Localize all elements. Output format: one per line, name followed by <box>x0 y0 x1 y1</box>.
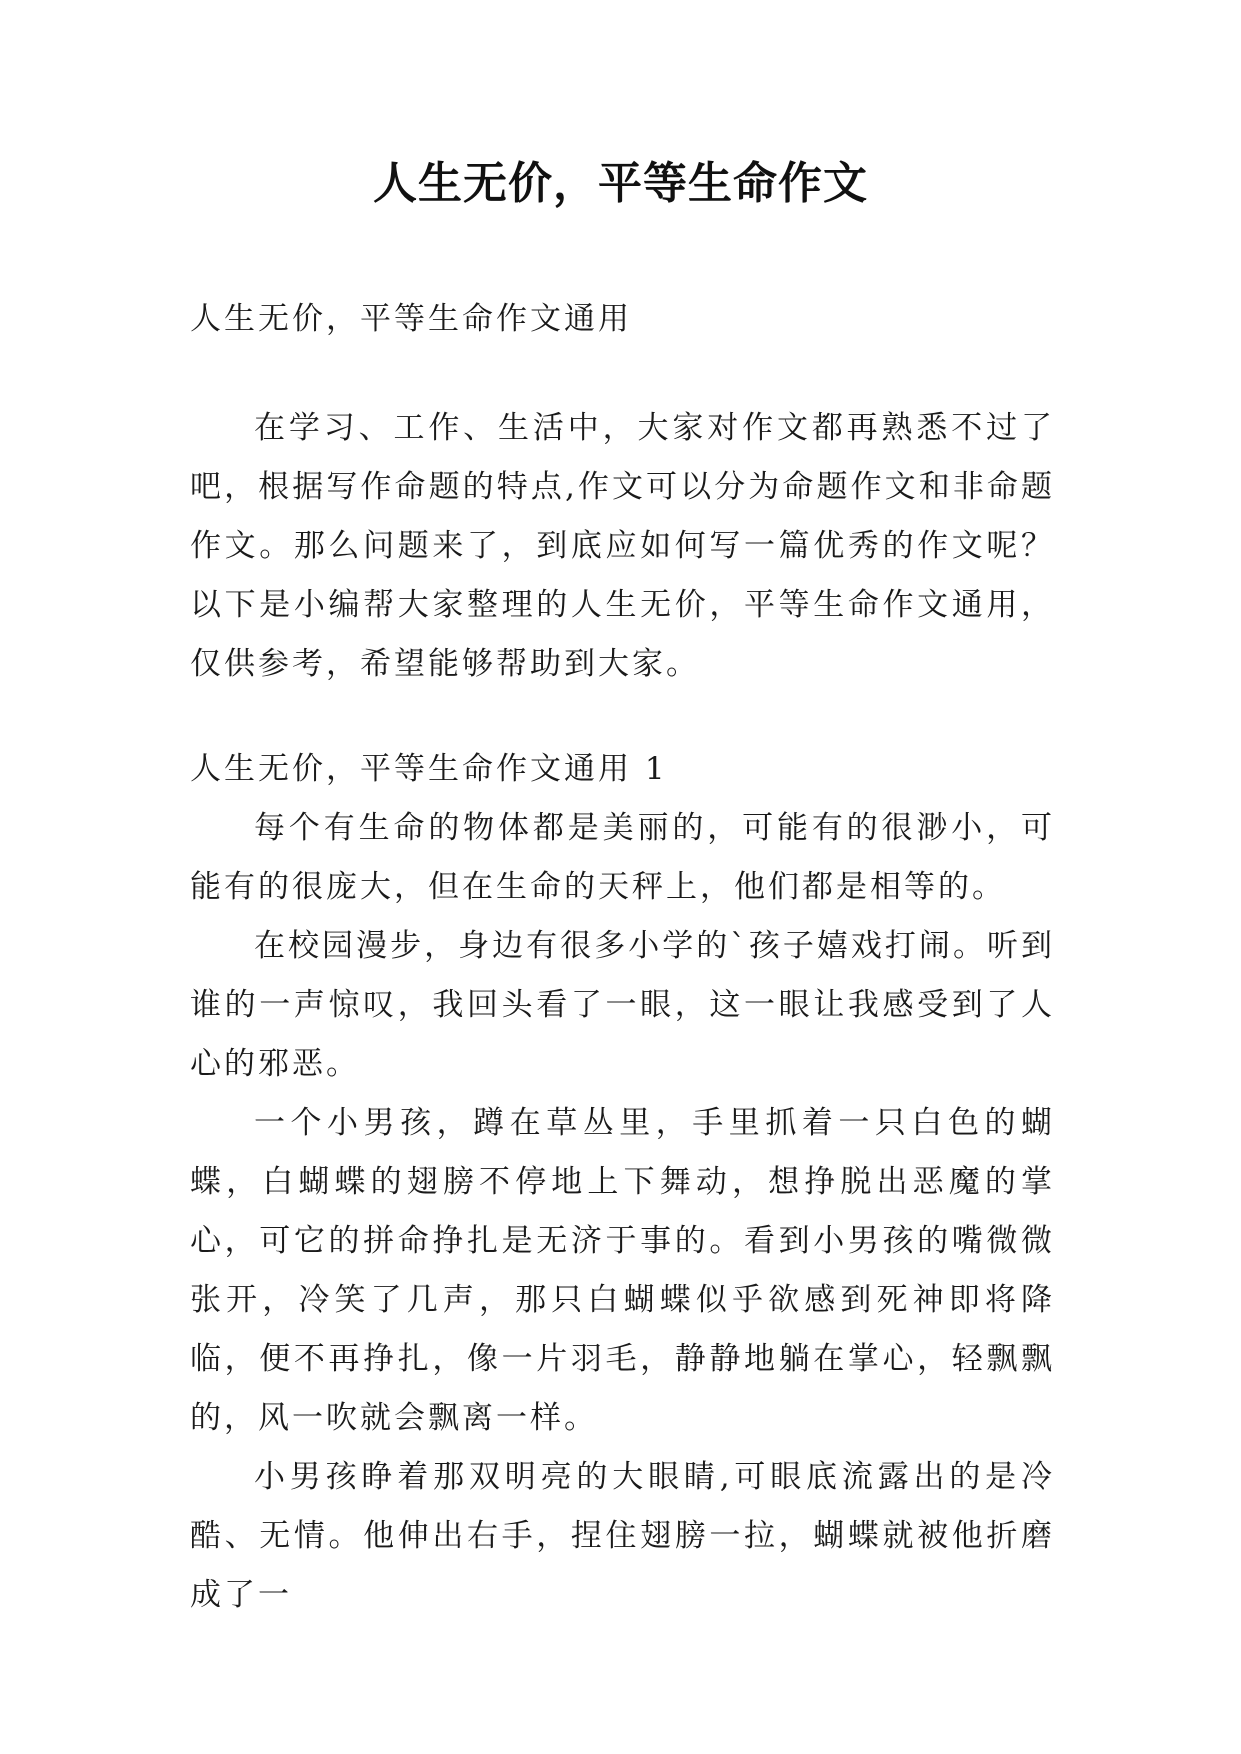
spacer <box>190 694 1055 740</box>
body-paragraph: 每个有生命的物体都是美丽的，可能有的很渺小，可能有的很庞大，但在生命的天秤上，他们都是相等的。 <box>190 810 1055 905</box>
body-paragraph: 在校园漫步，身边有很多小学的`孩子嬉戏打闹。听到谁的一声惊叹，我回头看了一眼，这一眼让我感受到了人心的邪恶。 <box>190 928 1055 1082</box>
document-title: 人生无价，平等生命作文 <box>373 158 868 209</box>
document-subtitle: 人生无价，平等生命作文通用 <box>190 301 632 337</box>
spacer <box>190 349 1055 399</box>
section-heading: 人生无价，平等生命作文通用 1 <box>190 751 668 787</box>
intro-paragraph: 在学习、工作、生活中，大家对作文都再熟悉不过了吧，根据写作命题的特点,作文可以分为命题作文和非命题作文。那么问题来了，到底应如何写一篇优秀的作文呢？以下是小编帮大家整理的人生无价，平等生命作文通用，仅供参考，希望能够帮助到大家。 <box>190 410 1055 682</box>
body-paragraph: 小男孩睁着那双明亮的大眼睛,可眼底流露出的是冷酷、无情。他伸出右手，捏住翅膀一拉，蝴蝶就被他折磨成了一 <box>190 1459 1055 1613</box>
document-body <box>190 290 1055 1625</box>
body-paragraph: 一个小男孩，蹲在草丛里，手里抓着一只白色的蝴蝶，白蝴蝶的翅膀不停地上下舞动，想挣脱出恶魔的掌心，可它的拼命挣扎是无济于事的。看到小男孩的嘴微微张开，冷笑了几声，那只白蝴蝶似乎欲感到死神即将降临，便不再挣扎，像一片羽毛，静静地躺在掌心，轻飘飘的，风一吹就会飘离一样。 <box>190 1105 1055 1436</box>
